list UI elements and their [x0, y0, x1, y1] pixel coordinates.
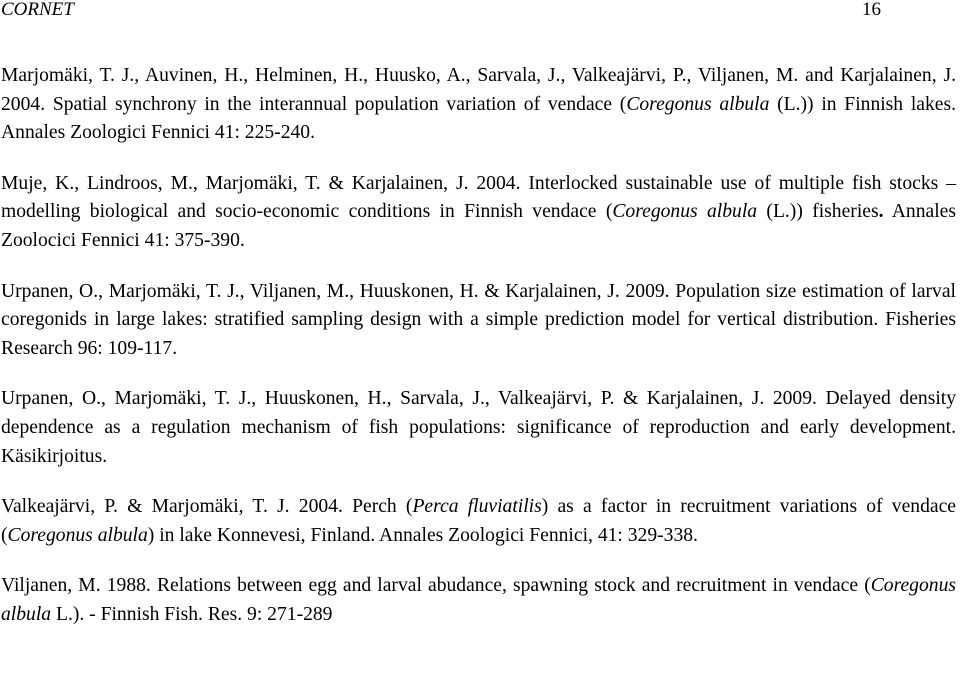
bold-period: .	[878, 201, 884, 223]
species-name: Coregonus albula	[1, 575, 956, 625]
reference-text: Viljanen, M. 1988. Relations between egg and larval abudance, spawning stock and recruitment in vendace (	[1, 575, 871, 597]
reference-list	[1, 62, 956, 630]
reference-entry	[1, 62, 956, 148]
reference-text: ) in lake Konnevesi, Finland. Annales Zoologici Fennici, 41: 329-338.	[147, 524, 698, 546]
reference-entry	[1, 572, 956, 629]
reference-text: ) as a factor in recruitment variations of vendace (	[1, 496, 956, 546]
species-name: Coregonus albula	[612, 201, 758, 223]
page-header	[0, 0, 960, 24]
reference-entry	[1, 385, 956, 471]
reference-text: Urpanen, O., Marjomäki, T. J., Huuskonen, H., Sarvala, J., Valkeajärvi, P. & Karjalainen, J. 2009. Delayed density dependence as a regulation mechanism of fish populations: significance of reproduction and early development. Käsikirjoitus.	[1, 388, 956, 467]
species-name: Coregonus albula	[626, 93, 770, 115]
reference-text: (L.)) in Finnish lakes. Annales Zoologici Fennici 41: 225-240.	[1, 93, 957, 144]
reference-text: (L.)) fisheries	[757, 201, 879, 223]
reference-entry	[1, 493, 956, 550]
header-title: CORNET	[1, 0, 74, 20]
reference-entry	[1, 278, 956, 364]
species-name: Coregonus albula	[7, 524, 148, 546]
page-number: 16	[862, 0, 881, 20]
reference-text: Valkeajärvi, P. & Marjomäki, T. J. 2004. Perch (	[1, 496, 413, 518]
reference-text: Urpanen, O., Marjomäki, T. J., Viljanen, M., Huuskonen, H. & Karjalainen, J. 2009. Population size estimation of larval coregonids in large lakes: stratified sampling design with a simple prediction model for vertical distribution. Fisheries Research 96: 109-117.	[1, 280, 956, 359]
reference-text: L.). - Finnish Fish. Res. 9: 271-289	[51, 603, 333, 625]
reference-entry	[1, 170, 956, 256]
reference-text: Annales Zoolocici Fennici 41: 375-390.	[1, 201, 956, 251]
reference-text: Muje, K., Lindroos, M., Marjomäki, T. & Karjalainen, J. 2004. Interlocked sustainable use of multiple fish stocks – modelling biological and socio-economic conditions in Finnish vendace (	[1, 172, 956, 223]
species-name: Perca fluviatilis	[412, 496, 542, 518]
reference-text: Marjomäki, T. J., Auvinen, H., Helminen, H., Huusko, A., Sarvala, J., Valkeajärvi, P., Viljanen, M. and Karjalainen, J. 2004. Spatial synchrony in the interannual population variation of vendace (	[1, 65, 956, 115]
